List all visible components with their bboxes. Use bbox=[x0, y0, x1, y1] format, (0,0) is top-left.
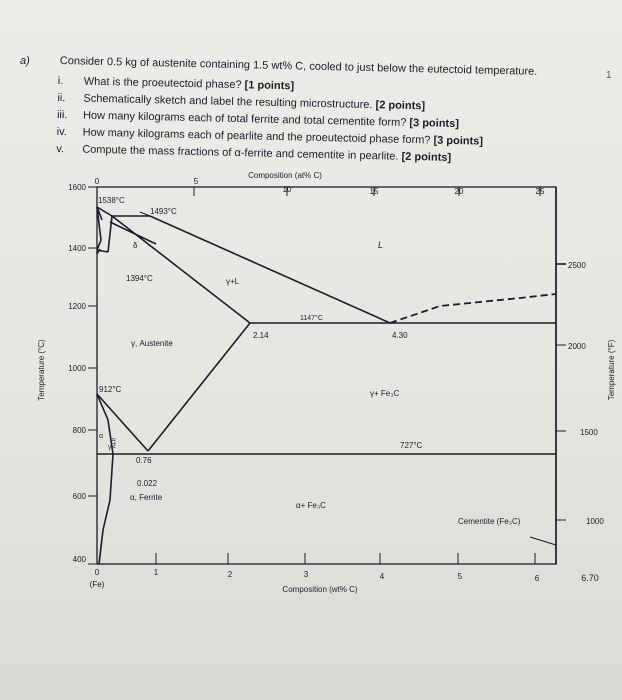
left-tick-label: 1200 bbox=[68, 302, 86, 311]
top-tick-label: 5 bbox=[193, 177, 199, 186]
liquidus-right-dashed bbox=[390, 294, 556, 323]
top-tick-label: 20 bbox=[454, 187, 464, 196]
label-1538: 1538°C bbox=[98, 196, 125, 205]
label-0-76: 0.76 bbox=[136, 456, 152, 465]
right-tick-label: 1000 bbox=[586, 517, 604, 526]
margin-mark: 1 bbox=[606, 70, 612, 81]
bottom-tick-label: 6.70 bbox=[581, 573, 599, 583]
item-points: [2 points] bbox=[375, 99, 426, 113]
plot-frame bbox=[97, 187, 556, 564]
bottom-tick-label: 5 bbox=[457, 572, 463, 581]
label-1493: 1493°C bbox=[150, 207, 177, 216]
peritectic-line bbox=[97, 207, 150, 216]
top-tick-label: 0 bbox=[94, 177, 100, 186]
label-cementite: Cementite (Fe₃C) bbox=[458, 517, 521, 526]
left-ticks bbox=[68, 183, 97, 564]
question-marker: a) bbox=[20, 55, 30, 67]
label-gamma-liquid: γ+L bbox=[226, 277, 240, 286]
label-liquid: L bbox=[378, 240, 384, 250]
label-gamma-small: γ bbox=[108, 444, 112, 451]
right-ticks bbox=[556, 261, 604, 526]
label-1394: 1394°C bbox=[126, 274, 153, 283]
top-tick-label: 25 bbox=[535, 187, 545, 196]
bottom-tick-label: 2 bbox=[227, 570, 233, 579]
a3-line bbox=[97, 394, 148, 451]
right-tick-label: 2000 bbox=[568, 342, 586, 351]
item-text: How many kilograms each of total ferrite and total cementite form? bbox=[82, 109, 410, 129]
label-alpha-gamma: α+γ bbox=[110, 438, 116, 448]
item-points: [1 points] bbox=[244, 79, 295, 93]
label-austenite: γ, Austenite bbox=[131, 339, 173, 348]
question-intro: Consider 0.5 kg of austenite containing 1.5 wt% C, cooled to just below the eutectoid temperature. bbox=[59, 55, 538, 78]
item-number: iv. bbox=[56, 125, 67, 139]
label-delta: δ bbox=[133, 241, 138, 250]
label-2-14: 2.14 bbox=[253, 331, 269, 340]
left-tick-label: 1400 bbox=[68, 244, 86, 253]
left-tick-label: 600 bbox=[72, 492, 86, 501]
bottom-tick-label: 3 bbox=[303, 570, 309, 579]
left-tick-label: 1600 bbox=[68, 183, 86, 192]
label-727: 727°C bbox=[400, 441, 423, 450]
item-text: What is the proeutectoid phase? bbox=[83, 75, 245, 92]
bottom-axis-title: Composition (wt% C) bbox=[282, 585, 358, 594]
solvus-line bbox=[99, 454, 113, 564]
bottom-sublabel: (Fe) bbox=[89, 580, 105, 589]
label-912: 912°C bbox=[99, 385, 122, 394]
item-points: [2 points] bbox=[401, 150, 452, 164]
right-tick-label: 1500 bbox=[580, 428, 598, 437]
item-points: [3 points] bbox=[409, 116, 460, 131]
label-gamma-fe3c: γ+ Fe₃C bbox=[370, 389, 400, 398]
leader-cementite bbox=[530, 537, 556, 545]
left-tick-label: 800 bbox=[72, 426, 86, 435]
right-tick-label: 2500 bbox=[568, 261, 586, 270]
top-axis-title: Composition (at% C) bbox=[248, 171, 322, 180]
label-1147: 1147°C bbox=[300, 315, 323, 322]
top-tick-label: 10 bbox=[282, 185, 292, 194]
bottom-ticks bbox=[90, 553, 599, 589]
liquidus-left bbox=[150, 216, 390, 323]
label-alpha-small: α bbox=[99, 433, 104, 440]
item-text: How many kilograms each of pearlite and the proeutectoid phase form? bbox=[82, 126, 434, 147]
item-text: Compute the mass fractions of α-ferrite and cementite in pearlite. bbox=[82, 143, 402, 163]
left-tick-label: 400 bbox=[72, 555, 86, 564]
bottom-tick-label: 4 bbox=[379, 572, 385, 581]
item-number: ii. bbox=[57, 91, 66, 105]
item-points: [3 points] bbox=[433, 134, 484, 148]
phase-boundaries bbox=[97, 187, 556, 564]
left-tick-label: 1000 bbox=[68, 364, 86, 373]
label-0-022: 0.022 bbox=[137, 479, 158, 488]
item-number: v. bbox=[56, 142, 65, 156]
label-alpha-ferrite: α, Ferrite bbox=[130, 493, 163, 502]
item-number: i. bbox=[57, 74, 64, 88]
label-alpha-fe3c: α+ Fe₃C bbox=[296, 501, 326, 510]
right-axis-title: Temperature (°F) bbox=[607, 339, 616, 401]
label-4-30: 4.30 bbox=[392, 331, 408, 340]
left-axis-title: Temperature (°C) bbox=[37, 339, 46, 401]
bottom-tick-label: 6 bbox=[534, 574, 540, 583]
bottom-tick-label: 1 bbox=[153, 568, 159, 577]
item-number: iii. bbox=[56, 108, 68, 122]
top-tick-label: 15 bbox=[369, 187, 379, 196]
item-text: Schematically sketch and label the resulting microstructure. bbox=[83, 92, 376, 112]
bottom-tick-label: 0 bbox=[94, 568, 100, 577]
